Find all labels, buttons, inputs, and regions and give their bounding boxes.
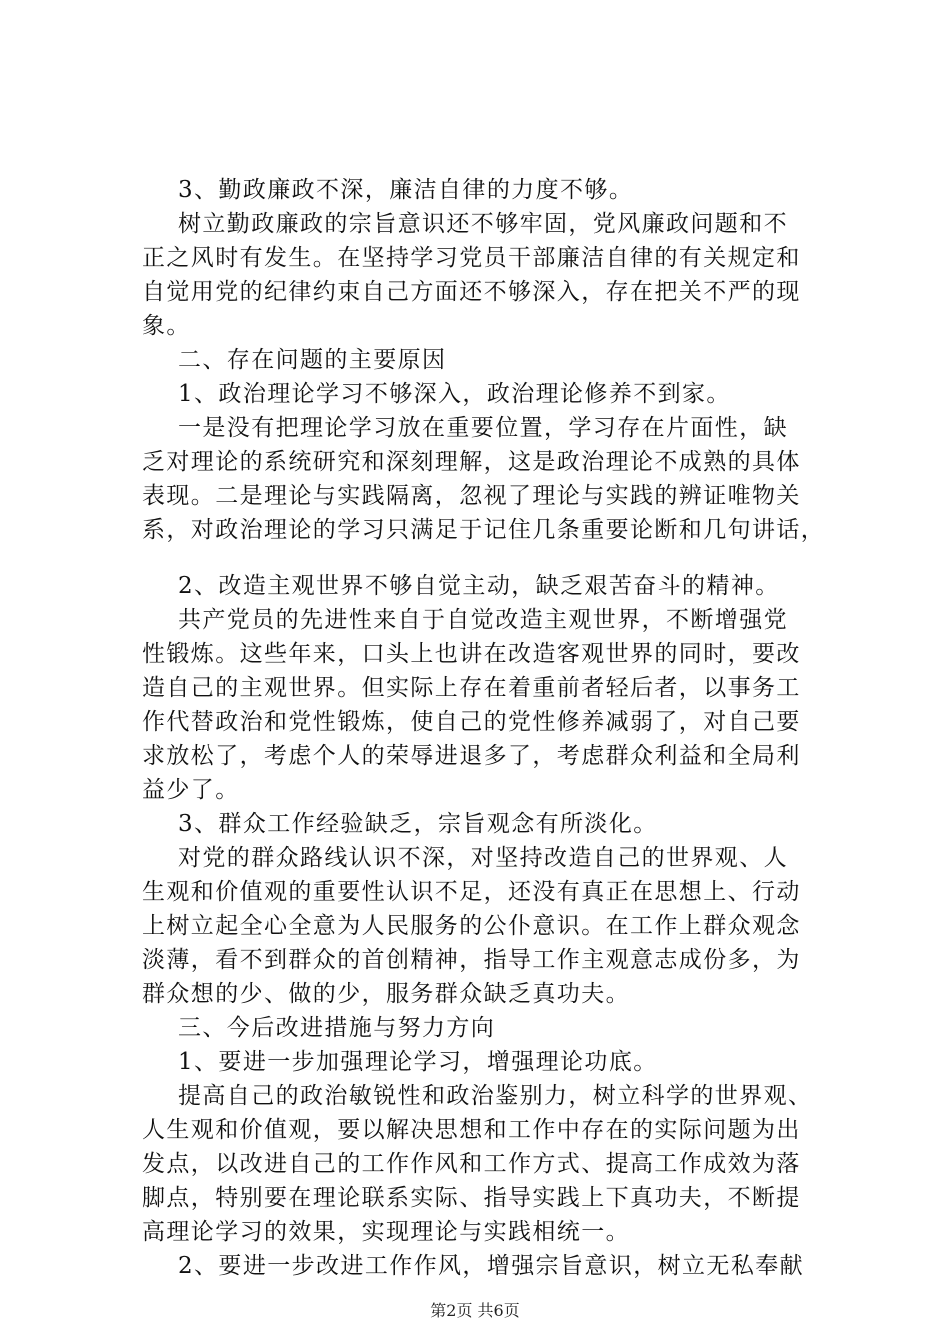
paragraph-line: 自觉用党的纪律约束自己方面还不够深入，存在把关不严的现 [142,279,801,305]
paragraph-line: 系，对政治理论的学习只满足于记住几条重要论断和几句讲话， [142,517,826,543]
paragraph-line: 造自己的主观世界。但实际上存在着重前者轻后者，以事务工 [142,675,801,701]
paragraph-line: 求放松了，考虑个人的荣辱进退多了，考虑群众利益和全局利 [142,743,801,769]
section-heading: 2、改造主观世界不够自觉主动，缺乏艰苦奋斗的精神。 [178,573,780,599]
paragraph-line: 性锻炼。这些年来，口头上也讲在改造客观世界的同时，要改 [142,641,801,667]
paragraph-line: 表现。二是理论与实践隔离，忽视了理论与实践的辨证唯物关 [142,483,801,509]
paragraph-line: 群众想的少、做的少，服务群众缺乏真功夫。 [142,981,630,1007]
section-heading: 三、今后改进措施与努力方向 [178,1015,496,1041]
page-footer: 第2页 共6页 [430,1301,520,1320]
paragraph-line: 人生观和价值观，要以解决思想和工作中存在的实际问题为出 [142,1117,801,1143]
paragraph-line: 正之风时有发生。在坚持学习党员干部廉洁自律的有关规定和 [142,245,801,271]
paragraph-line: 上树立起全心全意为人民服务的公仆意识。在工作上群众观念 [142,913,801,939]
paragraph-line: 乏对理论的系统研究和深刻理解，这是政治理论不成熟的具体 [142,449,801,475]
paragraph-line: 淡薄，看不到群众的首创精神，指导工作主观意志成份多，为 [142,947,801,973]
section-heading: 二、存在问题的主要原因 [178,347,447,373]
paragraph-line: 对党的群众路线认识不深，对坚持改造自己的世界观、人 [178,845,788,871]
paragraph-line: 作代替政治和党性锻炼，使自己的党性修养减弱了，对自己要 [142,709,801,735]
paragraph-line: 提高自己的政治敏锐性和政治鉴别力，树立科学的世界观、 [178,1083,813,1109]
section-heading: 3、勤政廉政不深，廉洁自律的力度不够。 [178,177,634,203]
section-heading: 3、群众工作经验缺乏，宗旨观念有所淡化。 [178,811,658,837]
paragraph-line: 益少了。 [142,777,240,803]
section-heading: 1、政治理论学习不够深入，政治理论修养不到家。 [178,381,731,407]
paragraph-line: 脚点，特别要在理论联系实际、指导实践上下真功夫，不断提 [142,1185,801,1211]
paragraph-line: 共产党员的先进性来自于自觉改造主观世界，不断增强党 [178,607,788,633]
paragraph-line: 高理论学习的效果，实现理论与实践相统一。 [142,1219,630,1245]
section-heading: 2、要进一步改进工作作风，增强宗旨意识，树立无私奉献 [178,1253,805,1279]
paragraph-line: 发点，以改进自己的工作作风和工作方式、提高工作成效为落 [142,1151,801,1177]
paragraph-line: 象。 [142,313,191,339]
section-heading: 1、要进一步加强理论学习，增强理论功底。 [178,1049,658,1075]
paragraph-line: 一是没有把理论学习放在重要位置，学习存在片面性，缺 [178,415,788,441]
paragraph-line: 生观和价值观的重要性认识不足，还没有真正在思想上、行动 [142,879,801,905]
paragraph-line: 树立勤政廉政的宗旨意识还不够牢固，党风廉政问题和不 [178,211,788,237]
